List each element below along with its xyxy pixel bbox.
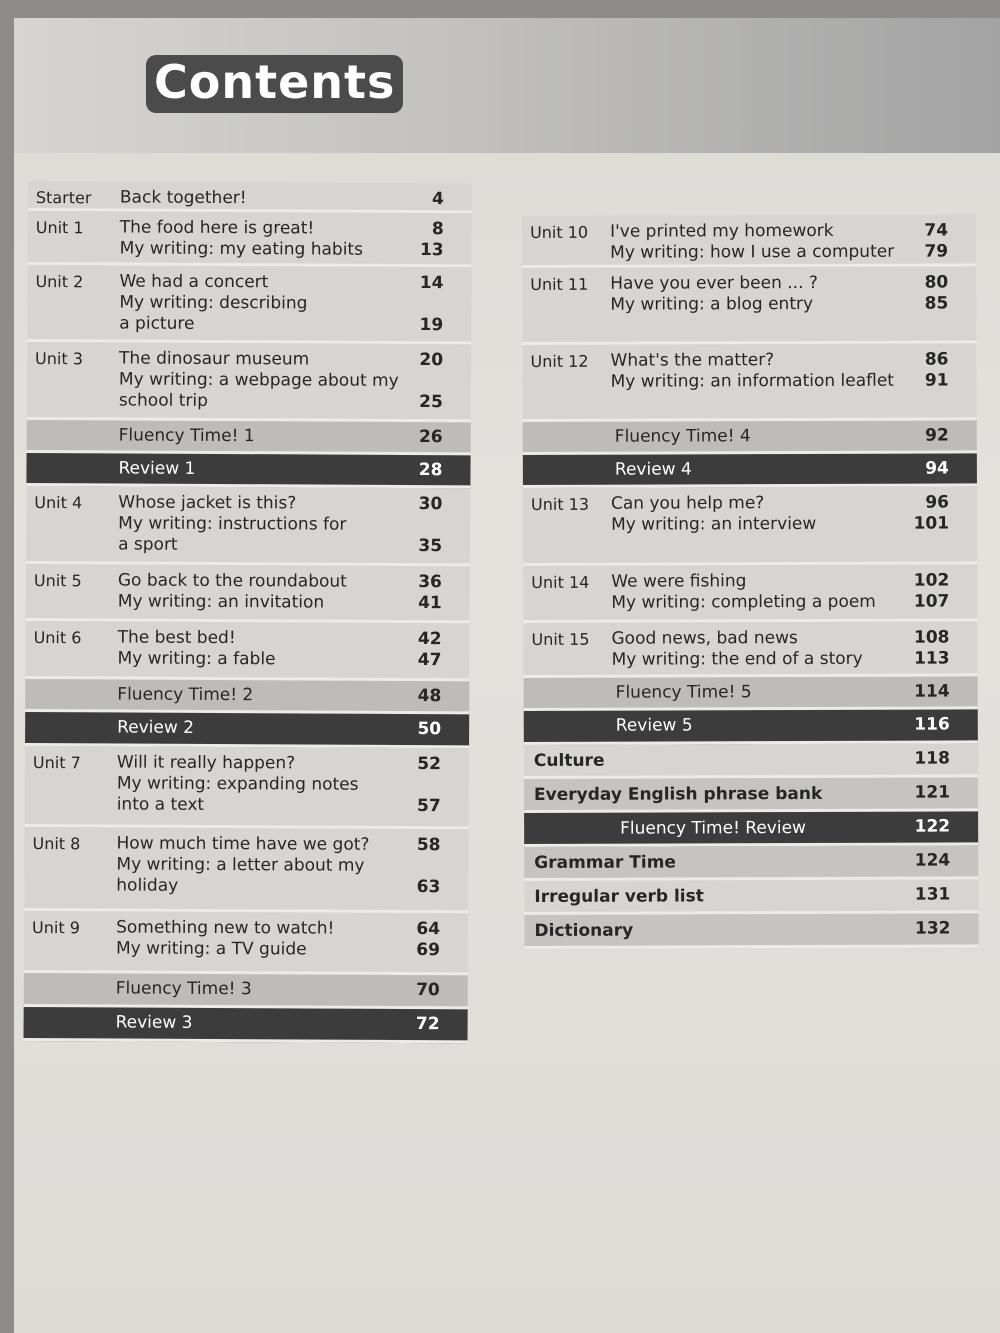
page-numbers (383, 273, 443, 344)
row-label: Unit 1 (35, 218, 84, 238)
row-label: Unit 13 (530, 494, 590, 514)
page-number: 121 (914, 782, 951, 803)
row-title-line: We were fishing (611, 571, 747, 592)
row-title-line: into a text (116, 794, 205, 815)
page-title: Contents (154, 55, 396, 109)
row-label: Unit 8 (32, 834, 81, 854)
page-number: 113 (914, 648, 950, 669)
page-number: 63 (416, 877, 441, 898)
page-number: 13 (419, 240, 444, 261)
page-number: 102 (913, 570, 950, 591)
page-numbers (380, 919, 440, 975)
row-title-line: Whose jacket is this? (118, 492, 297, 514)
page-number: 48 (417, 686, 442, 707)
row-title-line: My writing: instructions for (118, 513, 347, 535)
page-number: 131 (914, 884, 951, 905)
page-number: 41 (418, 593, 442, 614)
page-numbers (384, 219, 444, 267)
row-label: Fluency Time! Review (620, 818, 806, 839)
page-number: 92 (925, 425, 949, 446)
contents-row (28, 181, 472, 213)
row-title-line: My writing: how I use a computer (610, 241, 895, 263)
page-numbers (382, 494, 442, 566)
row-title-line: How much time have we got? (116, 833, 370, 855)
contents-row (24, 827, 468, 913)
page-number: 35 (418, 536, 443, 557)
contents-row (523, 420, 977, 455)
row-title-line: My writing: a fable (117, 648, 276, 670)
row-titles (119, 348, 409, 413)
row-title-line: My writing: the end of a story (611, 648, 863, 670)
page-number: 57 (417, 796, 441, 817)
page-number: 101 (913, 513, 950, 534)
row-titles (610, 273, 910, 316)
contents-row (25, 621, 469, 681)
page-number: 36 (418, 572, 442, 593)
row-label: Grammar Time (534, 852, 676, 873)
page-number: 30 (418, 494, 443, 515)
row-title-line: holiday (116, 875, 179, 896)
row-titles (611, 493, 911, 536)
row-title-line: Good news, bad news (611, 628, 798, 649)
contents-row (27, 420, 471, 455)
page-number: 96 (925, 492, 950, 513)
row-title-line: school trip (118, 390, 208, 411)
page-number: 14 (419, 273, 444, 294)
contents-row (26, 486, 470, 566)
page-number: 52 (417, 754, 442, 775)
row-title-line: The dinosaur museum (119, 348, 310, 370)
row-label: Fluency Time! 1 (118, 425, 255, 447)
row-label: Fluency Time! 5 (615, 682, 752, 703)
contents-row (524, 777, 978, 813)
row-titles (120, 187, 410, 210)
row-title-line: Will it really happen? (116, 752, 296, 774)
page-number: 42 (417, 629, 442, 650)
page-numbers (381, 629, 441, 681)
row-title-line: My writing: completing a poem (611, 591, 876, 613)
contents-row (27, 265, 471, 344)
page-number: 69 (416, 940, 441, 961)
contents-row (23, 1007, 467, 1043)
contents-row (24, 973, 468, 1009)
row-label: Starter (35, 188, 92, 208)
row-label: Unit 11 (530, 274, 589, 294)
page-number: 124 (914, 850, 951, 871)
row-label: Fluency Time! 2 (117, 684, 254, 706)
page-numbers (380, 835, 440, 913)
row-titles (611, 628, 911, 671)
page-numbers (384, 189, 444, 213)
row-label: Irregular verb list (534, 886, 704, 907)
row-titles (118, 570, 408, 614)
page-numbers (888, 350, 948, 421)
page-numbers (889, 571, 949, 622)
page-numbers (381, 754, 441, 829)
page-number: 64 (416, 919, 441, 940)
row-titles (116, 917, 406, 961)
row-label: Unit 6 (33, 628, 82, 648)
page-number: 58 (416, 835, 441, 856)
row-title-line: My writing: a blog entry (610, 293, 814, 315)
row-label: Review 4 (614, 459, 692, 480)
contents-row (524, 709, 978, 745)
row-label: Review 5 (615, 715, 693, 736)
row-label: Unit 9 (32, 918, 80, 938)
contents-row (26, 564, 470, 623)
contents-row (522, 214, 976, 268)
row-titles (117, 627, 407, 671)
page-number: 28 (418, 460, 443, 481)
row-title-line: The best bed! (117, 627, 236, 649)
page-number: 85 (924, 293, 949, 314)
page-number: 25 (419, 392, 443, 413)
row-title-line: My writing: an information leaflet (610, 370, 895, 392)
page-number: 19 (419, 315, 444, 336)
row-titles (118, 492, 408, 557)
page-number: 72 (415, 1014, 440, 1035)
page-number: 8 (431, 219, 444, 240)
page-number: 107 (913, 591, 950, 612)
contents-row (524, 913, 978, 949)
page-numbers (889, 628, 949, 677)
page-numbers (382, 572, 442, 623)
contents-row (24, 911, 468, 975)
row-title-line: My writing: a webpage about my (118, 369, 399, 391)
row-title-line: Have you ever been ... ? (610, 272, 818, 294)
row-title-line: Can you help me? (610, 493, 765, 514)
row-label: Fluency Time! 3 (115, 978, 252, 1000)
row-label: Review 3 (115, 1012, 193, 1033)
page-number: 79 (924, 241, 949, 262)
page-number: 114 (914, 681, 950, 702)
row-title-line: We had a concert (119, 271, 269, 293)
contents-row (25, 679, 469, 714)
row-label: Unit 2 (35, 272, 84, 292)
row-title-line: Something new to watch! (116, 917, 335, 939)
row-titles (119, 271, 409, 336)
row-title-line: Back together! (119, 187, 247, 209)
row-title-line: Go back to the roundabout (117, 570, 347, 592)
page-numbers (888, 221, 948, 267)
page-number: 26 (418, 427, 443, 448)
contents-row (523, 621, 977, 678)
row-title-line: My writing: my eating habits (119, 238, 364, 260)
contents-row (524, 743, 978, 779)
row-label: Unit 12 (530, 351, 589, 371)
contents-row (524, 845, 978, 881)
contents-row (26, 453, 470, 488)
page-number: 94 (925, 458, 949, 479)
row-title-line: My writing: a TV guide (115, 938, 307, 960)
row-label: Everyday English phrase bank (533, 783, 823, 805)
row-title-line: My writing: an invitation (117, 591, 325, 613)
row-label: Unit 3 (35, 349, 83, 369)
row-title-line: I've printed my homework (610, 220, 834, 242)
contents-row (25, 746, 469, 829)
row-titles (117, 752, 407, 817)
contents-row (523, 486, 977, 566)
row-title-line: What's the matter? (610, 350, 775, 371)
row-label: Dictionary (534, 920, 634, 941)
row-title-line: My writing: an interview (611, 513, 817, 535)
row-titles (116, 833, 406, 898)
contents-column-left (23, 181, 471, 1043)
contents-row (522, 343, 976, 422)
contents-column-right (522, 214, 979, 949)
row-title-line: The food here is great! (119, 217, 315, 239)
contents-row (28, 211, 472, 267)
row-title-line: a sport (118, 534, 178, 555)
page-number: 132 (914, 918, 951, 939)
row-label: Unit 5 (33, 571, 82, 591)
contents-row (524, 811, 978, 847)
contents-row (524, 676, 978, 711)
contents-row (524, 879, 978, 915)
page-number: 116 (914, 714, 950, 735)
contents-row (522, 266, 976, 345)
page-number: 74 (924, 220, 949, 241)
page-number: 50 (417, 719, 442, 740)
row-label: Unit 10 (530, 222, 589, 242)
contents-page (14, 18, 1000, 1333)
row-titles (610, 350, 910, 393)
row-label: Unit 15 (531, 629, 590, 649)
row-title-line: a picture (119, 313, 195, 334)
row-titles (611, 571, 911, 614)
row-label: Unit 7 (32, 753, 81, 773)
row-label: Fluency Time! 4 (614, 426, 751, 447)
page-numbers (888, 273, 948, 344)
page-number: 47 (417, 650, 442, 671)
row-titles (120, 217, 410, 261)
page-number: 122 (914, 816, 951, 837)
page-number: 80 (924, 272, 949, 293)
row-label: Unit 4 (34, 493, 83, 513)
page-number: 118 (914, 748, 950, 769)
page-number: 70 (416, 980, 440, 1001)
page-number: 86 (924, 349, 949, 370)
page-number: 108 (913, 627, 950, 648)
row-label: Unit 14 (531, 572, 590, 592)
row-titles (610, 221, 910, 264)
page-numbers (889, 493, 949, 565)
page-number: 4 (432, 189, 444, 210)
row-title-line: My writing: describing (119, 292, 308, 314)
row-label: Culture (533, 750, 605, 771)
contents-row (523, 453, 977, 488)
contents-row (523, 564, 977, 623)
title-box (146, 55, 403, 113)
contents-row (25, 712, 469, 748)
row-title-line: My writing: a letter about my (116, 854, 365, 876)
row-label: Review 2 (117, 717, 195, 738)
page-numbers (383, 350, 443, 422)
row-title-line: My writing: expanding notes (116, 773, 359, 795)
row-label: Review 1 (118, 458, 196, 479)
page-number: 20 (419, 350, 444, 371)
page-number: 91 (924, 370, 949, 391)
contents-row (27, 342, 471, 422)
